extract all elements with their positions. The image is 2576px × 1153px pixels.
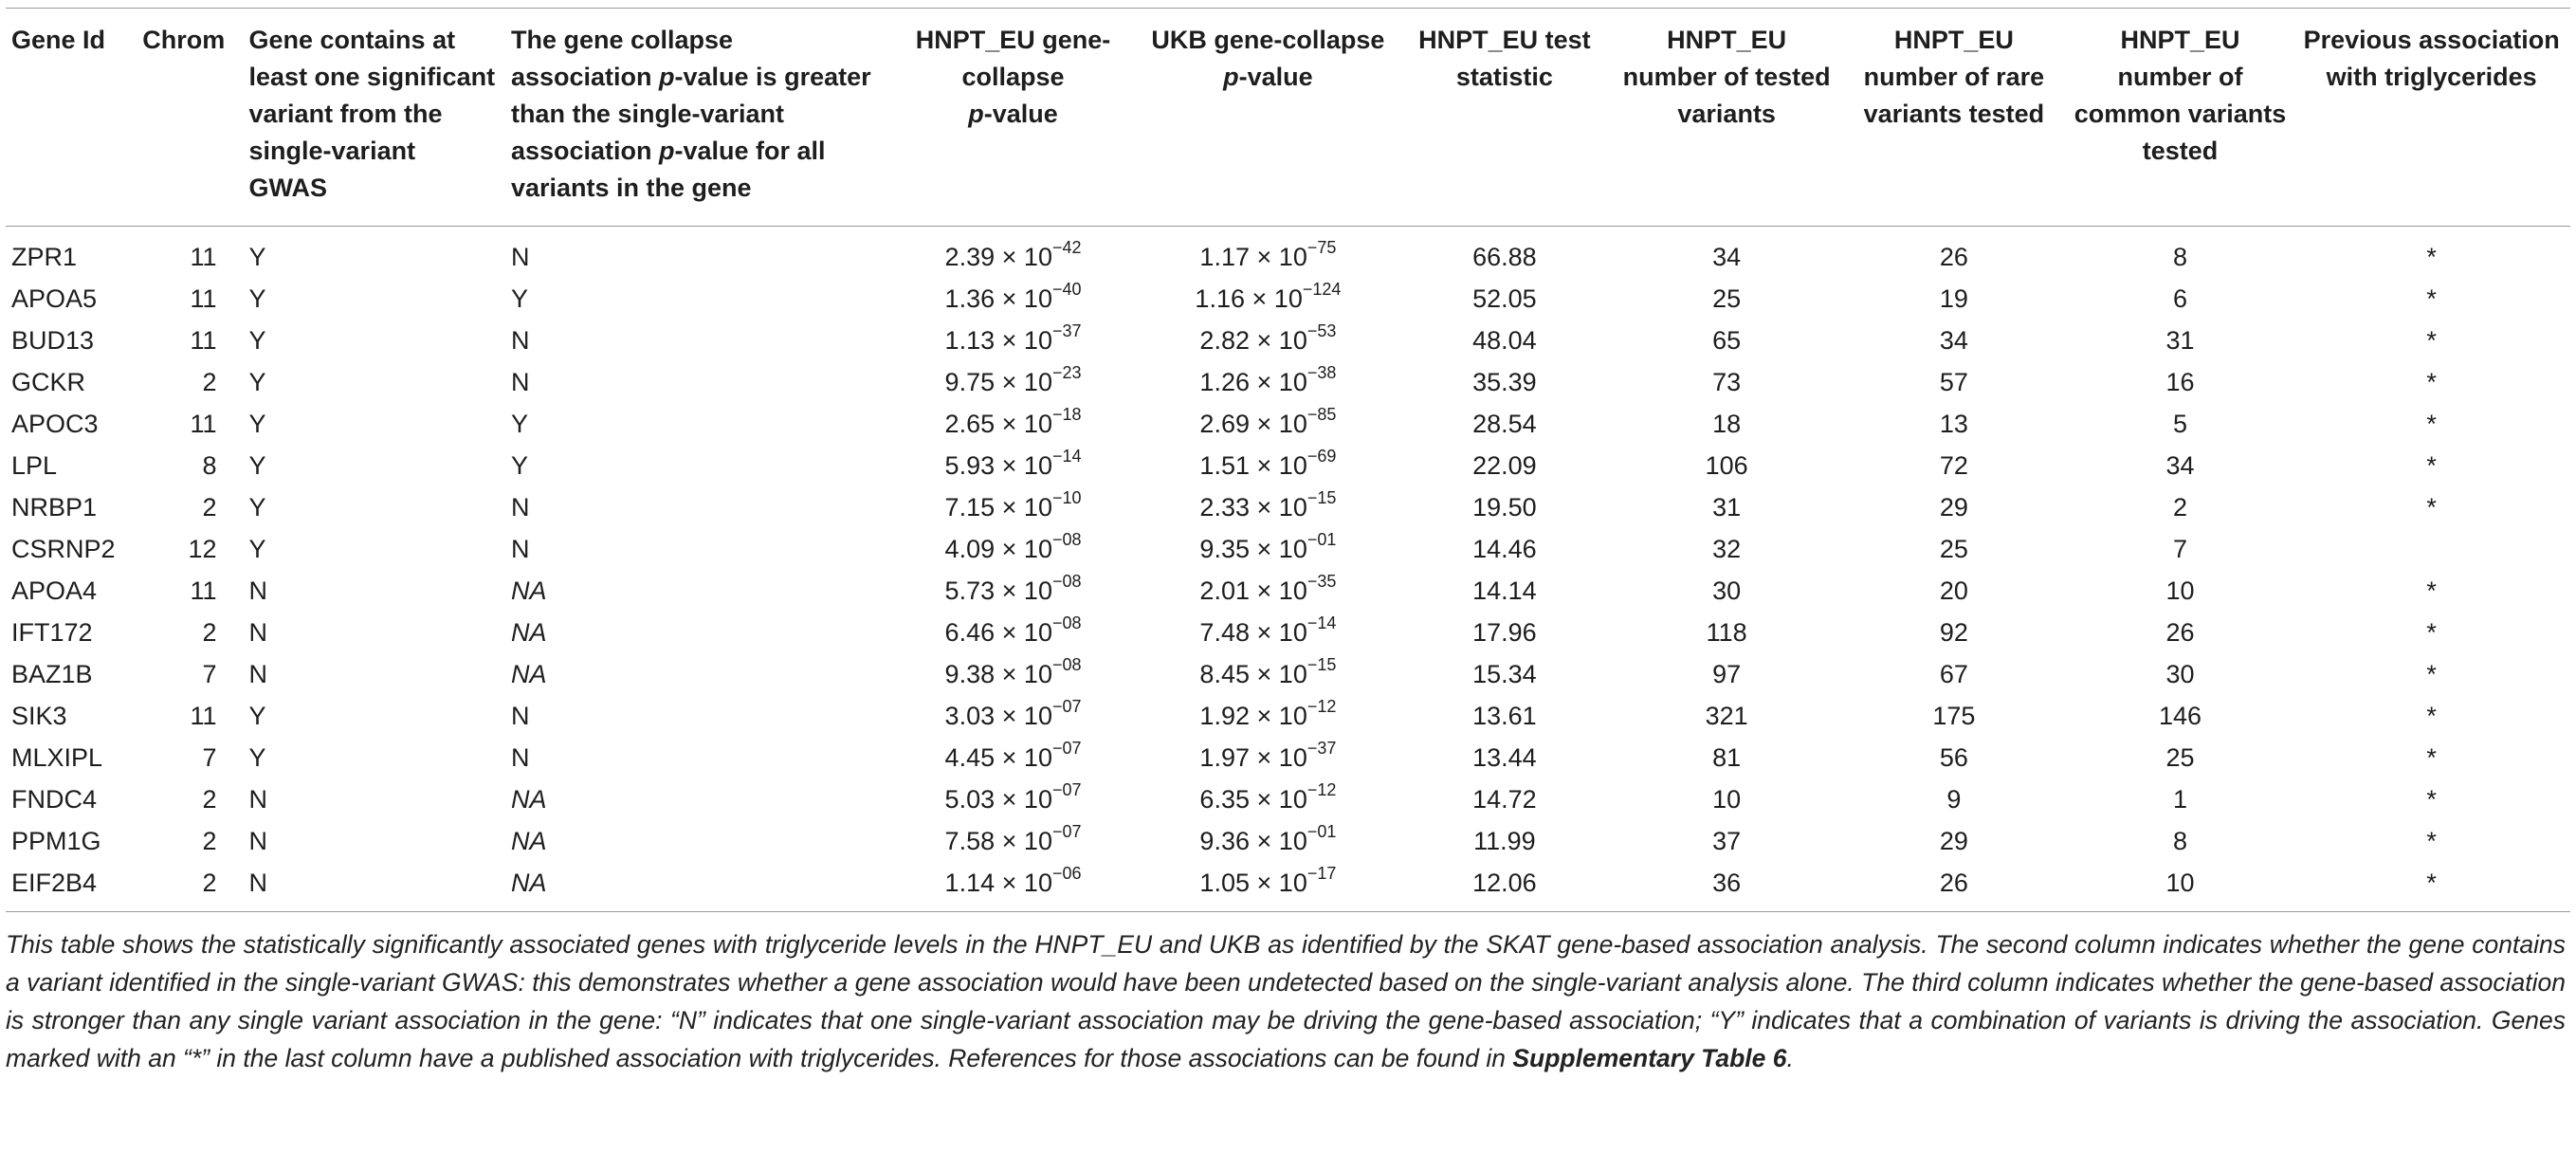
cell-significant: Y bbox=[248, 451, 266, 480]
cell-test-statistic: 14.46 bbox=[1472, 535, 1537, 563]
cell-significant: Y bbox=[248, 410, 266, 438]
cell-chrom: 11 bbox=[190, 576, 217, 605]
cell-gene: GCKR bbox=[11, 368, 86, 396]
cell-ukb-p: $8.45 \times 10^{-15}$ bbox=[1199, 655, 1337, 688]
cell-n-tested: 97 bbox=[1712, 660, 1742, 688]
cell-test-statistic: 48.04 bbox=[1472, 326, 1537, 355]
cell-chrom: 7 bbox=[202, 743, 217, 772]
col-chrom: Chrom bbox=[142, 26, 226, 54]
col-collapse-greater: The gene collapse association p-value is greater than the single-variant association p-value for all variants in the gene bbox=[510, 26, 871, 202]
table-row bbox=[6, 361, 2570, 403]
cell-n-tested: 18 bbox=[1712, 410, 1742, 438]
cell-test-statistic: 11.99 bbox=[1473, 827, 1536, 855]
cell-previous: * bbox=[2426, 618, 2437, 647]
cell-significant: N bbox=[248, 869, 268, 897]
cell-test-statistic: 19.50 bbox=[1472, 493, 1537, 522]
cell-previous: * bbox=[2426, 243, 2437, 271]
cell-greater: N bbox=[510, 535, 530, 563]
cell-ukb-p: $6.35 \times 10^{-12}$ bbox=[1199, 780, 1337, 814]
cell-significant: Y bbox=[248, 702, 266, 730]
cell-ukb-p: $1.17 \times 10^{-75}$ bbox=[1199, 238, 1337, 271]
cell-n-rare: 13 bbox=[1939, 410, 1968, 438]
cell-n-common: 146 bbox=[2159, 702, 2202, 730]
cell-hnpt-p: $9.38 \times 10^{-08}$ bbox=[944, 655, 1082, 688]
cell-test-statistic: 15.34 bbox=[1472, 660, 1537, 688]
cell-greater: NA bbox=[510, 576, 547, 605]
cell-greater: NA bbox=[510, 785, 547, 814]
cell-ukb-p: $1.26 \times 10^{-38}$ bbox=[1199, 363, 1337, 396]
cell-test-statistic: 13.61 bbox=[1472, 702, 1537, 730]
cell-previous: * bbox=[2426, 410, 2437, 438]
cell-test-statistic: 13.44 bbox=[1472, 743, 1537, 772]
cell-hnpt-p: $2.39 \times 10^{-42}$ bbox=[944, 238, 1082, 271]
col-n-tested: HNPT_EU number of tested variants bbox=[1622, 26, 1831, 128]
cell-ukb-p: $1.51 \times 10^{-69}$ bbox=[1199, 447, 1337, 480]
col-hnpt-p: HNPT_EU gene-collapse p-value bbox=[915, 26, 1111, 128]
cell-hnpt-p: $1.36 \times 10^{-40}$ bbox=[944, 280, 1082, 313]
cell-hnpt-p: $1.13 \times 10^{-37}$ bbox=[944, 321, 1082, 355]
cell-n-rare: 20 bbox=[1939, 576, 1968, 605]
table-row bbox=[6, 403, 2570, 445]
col-n-common: HNPT_EU number of common variants tested bbox=[2074, 26, 2287, 165]
table-row bbox=[6, 612, 2570, 653]
cell-test-statistic: 12.06 bbox=[1472, 869, 1537, 897]
cell-test-statistic: 66.88 bbox=[1472, 243, 1537, 271]
cell-chrom: 11 bbox=[190, 284, 217, 313]
cell-n-tested: 37 bbox=[1712, 827, 1742, 855]
table-row bbox=[6, 528, 2570, 570]
cell-ukb-p: $2.33 \times 10^{-15}$ bbox=[1199, 488, 1337, 522]
cell-n-rare: 19 bbox=[1939, 284, 1968, 313]
cell-hnpt-p: $4.45 \times 10^{-07}$ bbox=[944, 739, 1082, 772]
cell-greater: NA bbox=[510, 618, 547, 647]
table-row bbox=[6, 737, 2570, 778]
cell-greater: N bbox=[510, 743, 530, 772]
cell-n-rare: 72 bbox=[1939, 451, 1968, 480]
cell-previous: * bbox=[2426, 368, 2437, 396]
cell-n-rare: 67 bbox=[1939, 660, 1968, 688]
cell-ukb-p: $2.69 \times 10^{-85}$ bbox=[1199, 405, 1337, 438]
cell-greater: N bbox=[510, 243, 530, 271]
col-ukb-p: UKB gene-collapse p-value bbox=[1151, 26, 1385, 91]
table-row bbox=[6, 653, 2570, 695]
cell-previous: * bbox=[2426, 869, 2437, 897]
cell-ukb-p: $1.05 \times 10^{-17}$ bbox=[1199, 864, 1337, 897]
cell-n-rare: 175 bbox=[1932, 702, 1976, 730]
cell-n-tested: 65 bbox=[1712, 326, 1742, 355]
cell-hnpt-p: $5.93 \times 10^{-14}$ bbox=[944, 447, 1082, 480]
cell-chrom: 11 bbox=[190, 243, 217, 271]
cell-n-common: 34 bbox=[2165, 451, 2195, 480]
cell-significant: N bbox=[248, 618, 268, 647]
cell-greater: Y bbox=[510, 451, 528, 480]
col-previous: Previous association with triglycerides bbox=[2303, 26, 2560, 91]
cell-significant: N bbox=[248, 576, 268, 605]
table-row bbox=[6, 278, 2570, 320]
cell-test-statistic: 14.72 bbox=[1472, 785, 1537, 814]
cell-chrom: 2 bbox=[202, 785, 217, 814]
cell-n-rare: 56 bbox=[1939, 743, 1968, 772]
supplementary-reference: Supplementary Table 6 bbox=[1512, 1044, 1787, 1072]
cell-n-tested: 118 bbox=[1706, 618, 1747, 647]
cell-hnpt-p: $1.14 \times 10^{-06}$ bbox=[944, 864, 1082, 897]
cell-chrom: 11 bbox=[190, 326, 217, 355]
cell-previous: * bbox=[2426, 702, 2437, 730]
cell-significant: Y bbox=[248, 493, 266, 522]
cell-n-tested: 73 bbox=[1712, 368, 1742, 396]
table-body bbox=[6, 227, 2570, 912]
cell-test-statistic: 35.39 bbox=[1472, 368, 1537, 396]
cell-chrom: 2 bbox=[202, 368, 217, 396]
cell-ukb-p: $9.35 \times 10^{-01}$ bbox=[1199, 530, 1337, 563]
cell-test-statistic: 17.96 bbox=[1472, 618, 1537, 647]
cell-n-rare: 25 bbox=[1939, 535, 1968, 563]
cell-n-tested: 25 bbox=[1712, 284, 1742, 313]
cell-previous: * bbox=[2426, 493, 2437, 522]
cell-n-common: 5 bbox=[2173, 410, 2188, 438]
cell-n-rare: 26 bbox=[1939, 243, 1968, 271]
col-significant-variant: Gene contains at least one significant variant from the single-variant GWAS bbox=[248, 26, 496, 202]
cell-ukb-p: $1.16 \times 10^{-124}$ bbox=[1195, 280, 1342, 313]
cell-n-tested: 31 bbox=[1712, 493, 1742, 522]
cell-n-common: 25 bbox=[2165, 743, 2195, 772]
results-table bbox=[6, 8, 2570, 912]
cell-hnpt-p: $5.03 \times 10^{-07}$ bbox=[944, 780, 1082, 814]
header-row bbox=[6, 9, 2570, 227]
cell-test-statistic: 22.09 bbox=[1472, 451, 1537, 480]
cell-greater: NA bbox=[510, 660, 547, 688]
cell-n-common: 16 bbox=[2165, 368, 2195, 396]
cell-greater: N bbox=[510, 493, 530, 522]
cell-greater: Y bbox=[510, 410, 528, 438]
cell-test-statistic: 28.54 bbox=[1472, 410, 1537, 438]
cell-significant: N bbox=[248, 660, 268, 688]
cell-n-tested: 321 bbox=[1705, 702, 1748, 730]
cell-gene: FNDC4 bbox=[11, 785, 98, 814]
table-figure bbox=[6, 8, 2570, 1103]
col-gene-id: Gene Id bbox=[11, 26, 106, 54]
cell-previous: * bbox=[2426, 576, 2437, 605]
cell-n-tested: 36 bbox=[1712, 869, 1742, 897]
cell-previous: * bbox=[2426, 451, 2437, 480]
cell-gene: ZPR1 bbox=[11, 243, 78, 271]
col-test-statistic: HNPT_EU test statistic bbox=[1418, 26, 1591, 91]
cell-hnpt-p: $7.15 \times 10^{-10}$ bbox=[944, 488, 1082, 522]
cell-gene: EIF2B4 bbox=[11, 869, 98, 897]
cell-n-tested: 32 bbox=[1712, 535, 1742, 563]
cell-chrom: 8 bbox=[202, 451, 217, 480]
table-row bbox=[6, 862, 2570, 912]
cell-chrom: 11 bbox=[190, 702, 217, 730]
cell-gene: APOA4 bbox=[11, 576, 98, 605]
cell-previous: * bbox=[2426, 743, 2437, 772]
cell-n-common: 8 bbox=[2173, 243, 2188, 271]
cell-greater: Y bbox=[510, 284, 528, 313]
table-row bbox=[6, 445, 2570, 486]
cell-ukb-p: $1.97 \times 10^{-37}$ bbox=[1199, 739, 1337, 772]
cell-n-tested: 34 bbox=[1712, 243, 1742, 271]
cell-n-common: 8 bbox=[2173, 827, 2188, 855]
cell-gene: APOA5 bbox=[11, 284, 98, 313]
cell-hnpt-p: $7.58 \times 10^{-07}$ bbox=[944, 822, 1082, 855]
cell-gene: MLXIPL bbox=[11, 743, 103, 772]
cell-significant: Y bbox=[248, 326, 266, 355]
cell-gene: BUD13 bbox=[11, 326, 95, 355]
cell-previous: * bbox=[2426, 660, 2437, 688]
cell-chrom: 2 bbox=[202, 493, 217, 522]
cell-ukb-p: $9.36 \times 10^{-01}$ bbox=[1199, 822, 1337, 855]
cell-n-common: 10 bbox=[2165, 869, 2195, 897]
cell-chrom: 2 bbox=[202, 618, 217, 647]
cell-gene: NRBP1 bbox=[11, 493, 98, 522]
cell-gene: IFT172 bbox=[11, 618, 93, 647]
cell-n-common: 26 bbox=[2165, 618, 2195, 647]
cell-n-common: 10 bbox=[2165, 576, 2195, 605]
col-n-rare: HNPT_EU number of rare variants tested bbox=[1863, 26, 2045, 128]
cell-chrom: 11 bbox=[190, 410, 217, 438]
cell-previous bbox=[2293, 528, 2570, 570]
table-row bbox=[6, 695, 2570, 737]
cell-gene: CSRNP2 bbox=[11, 535, 116, 563]
cell-n-rare: 9 bbox=[1946, 785, 1962, 814]
cell-gene: APOC3 bbox=[11, 410, 99, 438]
cell-greater: N bbox=[510, 326, 530, 355]
table-row bbox=[6, 320, 2570, 361]
cell-n-rare: 92 bbox=[1939, 618, 1968, 647]
cell-n-tested: 106 bbox=[1705, 451, 1748, 480]
cell-chrom: 2 bbox=[202, 869, 217, 897]
cell-n-common: 2 bbox=[2173, 493, 2188, 522]
cell-n-common: 1 bbox=[2173, 785, 2188, 814]
cell-significant: Y bbox=[248, 743, 266, 772]
cell-greater: N bbox=[510, 368, 530, 396]
cell-ukb-p: $2.82 \times 10^{-53}$ bbox=[1199, 321, 1337, 355]
cell-n-rare: 29 bbox=[1939, 827, 1968, 855]
cell-gene: LPL bbox=[11, 451, 58, 480]
table-row bbox=[6, 778, 2570, 820]
cell-previous: * bbox=[2426, 284, 2437, 313]
cell-chrom: 12 bbox=[188, 535, 217, 563]
cell-n-tested: 30 bbox=[1712, 576, 1742, 605]
cell-n-common: 30 bbox=[2165, 660, 2195, 688]
cell-n-rare: 57 bbox=[1939, 368, 1968, 396]
cell-n-tested: 81 bbox=[1712, 743, 1742, 772]
table-row bbox=[6, 820, 2570, 862]
cell-n-rare: 26 bbox=[1939, 869, 1968, 897]
table-caption: This table shows the statistically significantly associated genes with triglyceride levels in the HNPT_EU and UKB as identified by the SKAT gene-based association analysis. The second column indicates whether the gene contains a variant identified in the single-variant GWAS: this demonstrates whether a gene association would have been undetected based on the single-variant analysis alone. The third column indicates whether the gene-based association is stronger than any single variant association in the gene: “N” indicates that one single-variant association may be driving the gene-based association; “Y” indicates that a combination of variants is driving the association. Genes marked with an “*” in the last column have a published association with triglycerides. References for those associations can be found in Supplementary Table 6. bbox=[6, 930, 2566, 1072]
cell-significant: Y bbox=[248, 535, 266, 563]
cell-significant: N bbox=[248, 827, 268, 855]
cell-test-statistic: 52.05 bbox=[1472, 284, 1537, 313]
cell-n-rare: 34 bbox=[1939, 326, 1968, 355]
cell-significant: Y bbox=[248, 243, 266, 271]
cell-previous: * bbox=[2426, 326, 2437, 355]
cell-gene: BAZ1B bbox=[11, 660, 93, 688]
cell-hnpt-p: $4.09 \times 10^{-08}$ bbox=[944, 530, 1082, 563]
cell-n-common: 7 bbox=[2173, 535, 2188, 563]
cell-hnpt-p: $5.73 \times 10^{-08}$ bbox=[944, 572, 1082, 605]
cell-gene: SIK3 bbox=[11, 702, 67, 730]
cell-ukb-p: $1.92 \times 10^{-12}$ bbox=[1199, 697, 1337, 730]
cell-significant: Y bbox=[248, 368, 266, 396]
cell-n-tested: 10 bbox=[1712, 785, 1742, 814]
cell-previous: * bbox=[2426, 827, 2437, 855]
cell-n-rare: 29 bbox=[1939, 493, 1968, 522]
cell-n-common: 6 bbox=[2173, 284, 2188, 313]
cell-greater: N bbox=[510, 702, 530, 730]
cell-significant: N bbox=[248, 785, 268, 814]
table-row bbox=[6, 227, 2570, 279]
cell-greater: NA bbox=[510, 869, 547, 897]
cell-hnpt-p: $6.46 \times 10^{-08}$ bbox=[944, 613, 1082, 647]
cell-ukb-p: $7.48 \times 10^{-14}$ bbox=[1199, 613, 1337, 647]
cell-hnpt-p: $9.75 \times 10^{-23}$ bbox=[944, 363, 1082, 396]
cell-hnpt-p: $3.03 \times 10^{-07}$ bbox=[944, 697, 1082, 730]
cell-significant: Y bbox=[248, 284, 266, 313]
table-row bbox=[6, 570, 2570, 612]
cell-gene: PPM1G bbox=[11, 827, 101, 855]
cell-chrom: 2 bbox=[202, 827, 217, 855]
cell-chrom: 7 bbox=[202, 660, 217, 688]
cell-greater: NA bbox=[510, 827, 547, 855]
cell-hnpt-p: $2.65 \times 10^{-18}$ bbox=[944, 405, 1082, 438]
cell-test-statistic: 14.14 bbox=[1472, 576, 1537, 605]
cell-ukb-p: $2.01 \times 10^{-35}$ bbox=[1199, 572, 1337, 605]
cell-n-common: 31 bbox=[2165, 326, 2195, 355]
cell-previous: * bbox=[2426, 785, 2437, 814]
table-row bbox=[6, 486, 2570, 528]
